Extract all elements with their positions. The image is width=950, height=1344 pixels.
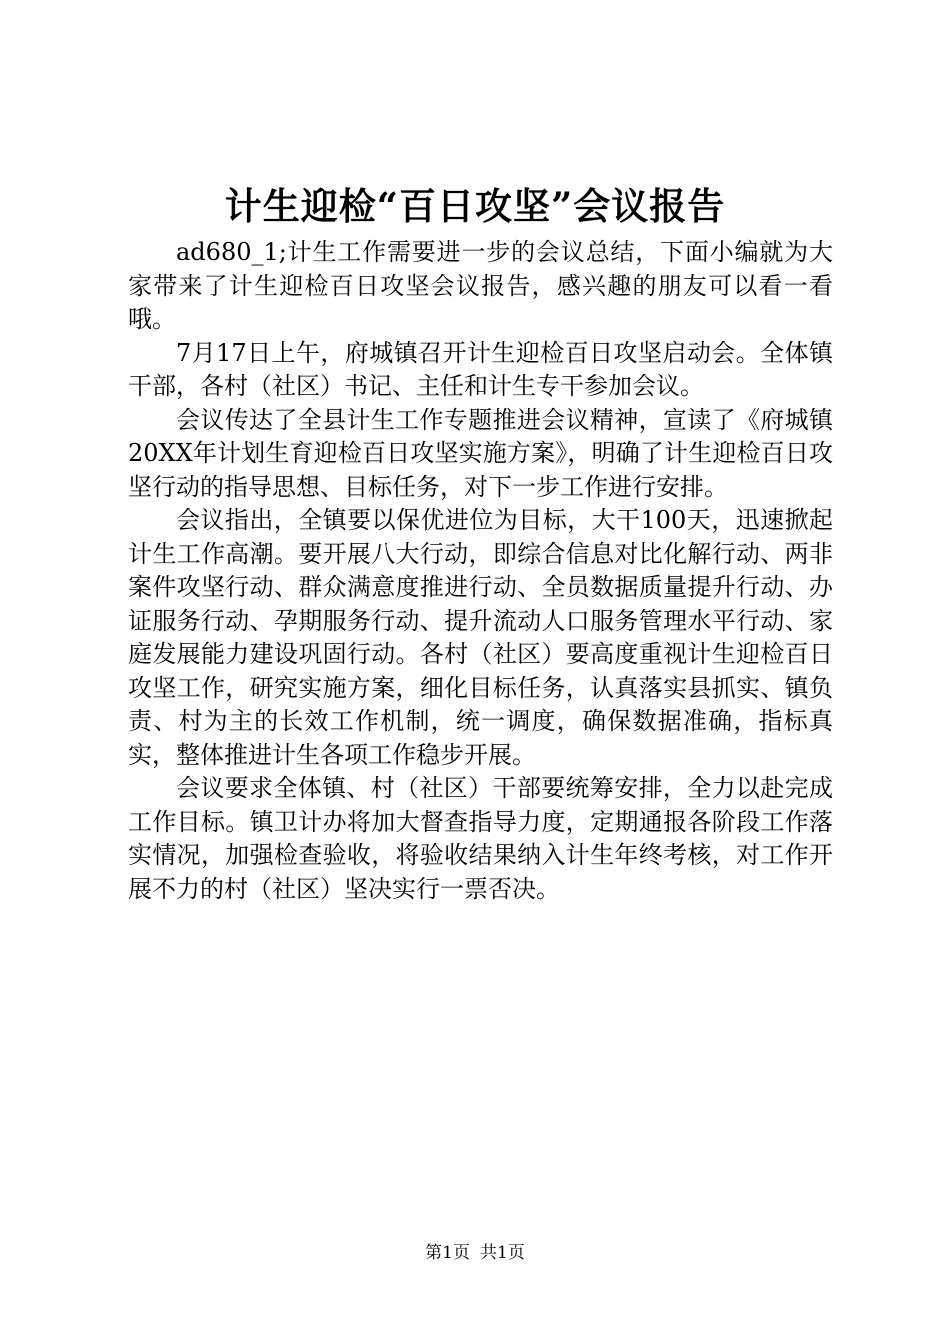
document-body (128, 236, 833, 906)
paragraph-meeting-content: 会议传达了全县计生工作专题推进会议精神，宣读了《府城镇20XX年计划生育迎检百日攻坚实施方案》，明确了计生迎检百日攻坚行动的指导思想、目标任务，对下一步工作进行安排。 (128, 405, 833, 501)
paragraph-meeting-requirements: 会议要求全体镇、村（社区）干部要统筹安排，全力以赴完成工作目标。镇卫计办将加大督查指导力度，定期通报各阶段工作落实情况，加强检查验收，将验收结果纳入计生年终考核，对工作开展不力的村（社区）坚决实行一票否决。 (128, 774, 833, 903)
document-title: 计生迎检“百日攻坚”会议报告 (224, 184, 726, 228)
paragraph-meeting-points: 会议指出，全镇要以保优进位为目标，大干100天，迅速掀起计生工作高潮。要开展八大行动，即综合信息对比化解行动、两非案件攻坚行动、群众满意度推进行动、全员数据质量提升行动、办证服务行动、孕期服务行动、提升流动人口服务管理水平行动、家庭发展能力建设巩固行动。各村（社区）要高度重视计生迎检百日攻坚工作，研究实施方案，细化目标任务，认真落实县抓实、镇负责、村为主的长效工作机制，统一调度，确保数据准确，指标真实，整体推进计生各项工作稳步开展。 (128, 506, 833, 769)
page-footer (0, 1241, 950, 1265)
paragraph-meeting-date: 7月17日上午，府城镇召开计生迎检百日攻坚启动会。全体镇干部，各村（社区）书记、主任和计生专干参加会议。 (128, 338, 833, 400)
page-number: 第1页 (425, 1243, 470, 1263)
paragraph-intro: ad680_1;计生工作需要进一步的会议总结，下面小编就为大家带来了计生迎检百日攻坚会议报告，感兴趣的朋友可以看一看哦。 (128, 238, 833, 333)
page-total: 共1页 (480, 1243, 525, 1263)
